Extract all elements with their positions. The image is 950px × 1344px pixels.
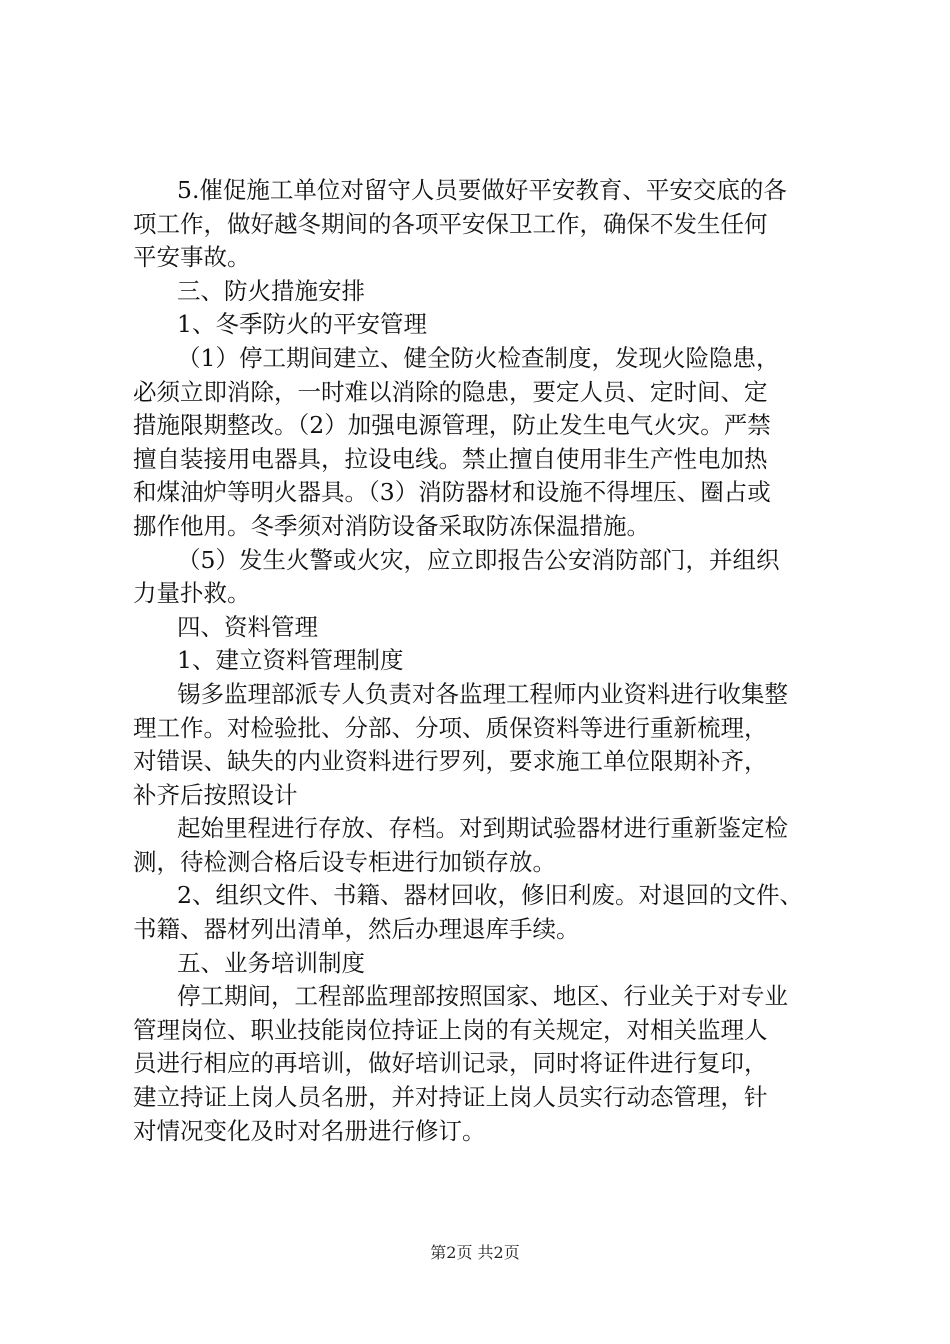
text-line: 对情况变化及时对名册进行修订。 [133,1116,486,1145]
text-line: 擅自装接用电器具，拉设电线。禁止擅自使用非生产性电加热 [133,444,768,473]
section-heading: 三、防火措施安排 [177,276,365,305]
text-line: 起始里程进行存放、存档。对到期试验器材进行重新鉴定检 [177,814,788,843]
text-line: 5.催促施工单位对留守人员要做好平安教育、平安交底的各 [177,176,787,204]
text-line: 建立持证上岗人员名册，并对持证上岗人员实行动态管理，针 [133,1083,768,1112]
text-line: 项工作，做好越冬期间的各项平安保卫工作，确保不发生任何 [133,209,768,238]
text-line: 必须立即消除，一时难以消除的隐患，要定人员、定时间、定 [133,377,768,406]
section-heading: 四、资料管理 [177,612,318,641]
text-line: 锡多监理部派专人负责对各监理工程师内业资料进行收集整 [177,679,788,708]
text-line: 员进行相应的再培训，做好培训记录，同时将证件进行复印， [133,1049,768,1078]
text-line: （5）发生火警或火灾，应立即报告公安消防部门，并组织 [177,545,780,574]
text-line: 措施限期整改。（2）加强电源管理，防止发生电气火灾。严禁 [133,411,771,440]
text-line: 和煤油炉等明火器具。（3）消防器材和设施不得埋压、圈占或 [133,478,771,507]
document-body [133,174,833,1148]
text-line: 平安事故。 [133,243,251,272]
subsection-heading: 1、建立资料管理制度 [177,646,404,675]
text-line: 书籍、器材列出清单，然后办理退库手续。 [133,915,580,944]
text-line: 力量扑救。 [133,579,251,608]
section-heading: 五、业务培训制度 [177,948,365,977]
text-line: 挪作他用。冬季须对消防设备采取防冻保温措施。 [133,511,650,540]
text-line: 对错误、缺失的内业资料进行罗列，要求施工单位限期补齐， [133,747,768,776]
subsection-heading: 1、冬季防火的平安管理 [177,310,427,339]
text-line: 测，待检测合格后设专柜进行加锁存放。 [133,847,556,876]
text-line: 2、组织文件、书籍、器材回收，修旧利废。对退回的文件、 [177,881,803,910]
text-line: （1）停工期间建立、健全防火检查制度，发现火险隐患， [177,343,780,372]
text-line: 补齐后按照设计 [133,780,298,809]
text-line: 停工期间，工程部监理部按照国家、地区、行业关于对专业 [177,982,788,1011]
text-line: 管理岗位、职业技能岗位持证上岗的有关规定，对相关监理人 [133,1015,768,1044]
text-line: 理工作。对检验批、分部、分项、质保资料等进行重新梳理， [133,713,768,742]
page-number-footer: 第2页 共2页 [430,1243,520,1262]
